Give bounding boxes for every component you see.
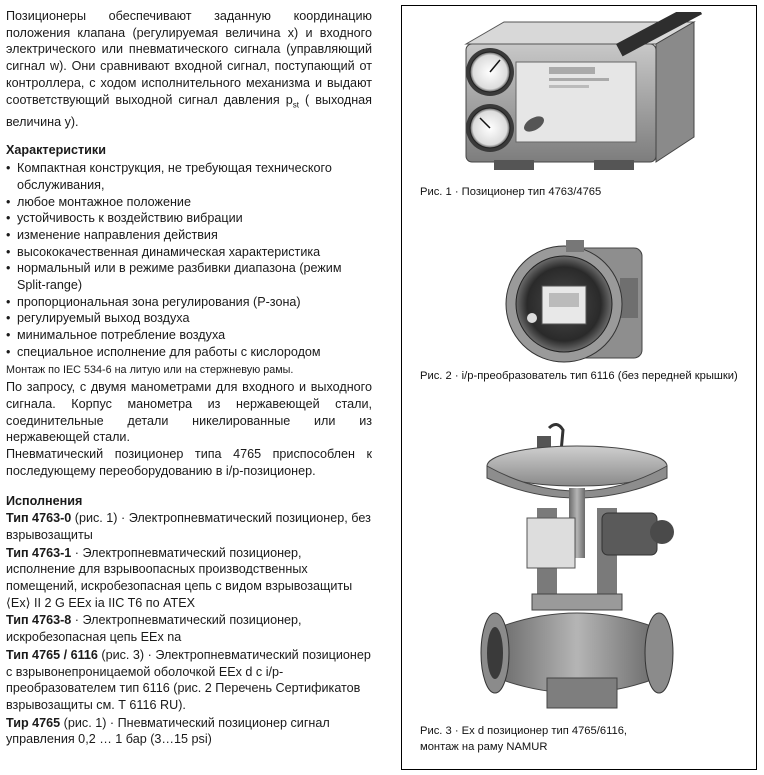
version-type: Тип 4765 / 6116 (6, 647, 98, 662)
feature-item: • минимальное потребление воздуха (6, 327, 372, 344)
version-type: Тип 4763-8 (6, 613, 72, 628)
ip-converter-photo (502, 238, 662, 368)
version-type: Тир 4765 (6, 715, 61, 730)
feature-item: • изменение направления действия (6, 227, 372, 244)
feature-item: • Компактная конструкция, не требующая технического обслуживания, (6, 160, 372, 193)
figure-1-caption: Рис. 1 · Позиционер тип 4763/4765 (420, 186, 602, 198)
version-text: · Электропневматический позиционер, исполнение для взрывоопасных производственных помещений, искробезопасная цепь с видом взрывозащиты ⟨Ex⟩ II 2 G EEx ia IIC T6 по ATEX (6, 545, 353, 610)
version-item (6, 545, 372, 612)
conversion-paragraph: Пневматический позиционер типа 4765 приспособлен к последующему переоборудованию в i/p-позиционер. (6, 447, 372, 478)
figures-panel (401, 5, 757, 770)
intro-subscript: st (292, 100, 299, 110)
feature-item: • любое монтажное положение (6, 194, 372, 211)
version-item (6, 647, 372, 714)
feature-item: • нормальный или в режиме разбивки диапазона (режим Split-range) (6, 260, 372, 293)
feature-item: • высококачественная динамическая характеристика (6, 244, 372, 261)
versions-heading: Исполнения (6, 493, 83, 508)
version-text: (рис. 1) · Пневматический позиционер сигнал управления 0,2 … 1 бар (3…15 psi) (6, 715, 330, 747)
feature-item: • специальное исполнение для работы с кислородом (6, 344, 372, 361)
intro-text-end: ( выходная величина y). (6, 92, 372, 129)
feature-item: • пропорциональная зона регулирования (Р-зона) (6, 294, 372, 311)
version-text: · Электропневматический позиционер, искробезопасная цепь EEx na (6, 613, 302, 645)
version-type: Тип 4763-0 (6, 511, 72, 526)
text-column (6, 8, 372, 749)
version-type: Тип 4763-1 (6, 545, 72, 560)
intro-paragraph (6, 8, 372, 130)
features-list (6, 160, 372, 360)
feature-item: • регулируемый выход воздуха (6, 310, 372, 327)
mount-note: Монтаж по IEC 534-6 на литую или на стержневую рамы. (6, 363, 294, 376)
version-item (6, 715, 372, 748)
version-text: (рис. 1) · Электропневматический позиционер, без взрывозащиты (6, 511, 371, 542)
gauges-paragraph: По запросу, с двумя манометрами для входного и выходного сигнала. Корпус манометра из нержавеющей стали, соединительные детали никелированные или из нержавеющей стали. (6, 380, 372, 445)
valve-assembly-photo (477, 418, 697, 718)
figure-3-caption: Рис. 3 · Ex d позиционер тип 4765/6116, монтаж на раму NAMUR (420, 725, 628, 753)
positioner-photo (444, 12, 714, 172)
intro-text: Позиционеры обеспечивают заданную координацию положения клапана (регулируемая величина x) и входного электрического или пневматического сигнала (управляющий сигнал w). Они сравнивают входной сигнал, поступающий от контроллера, с ходом исполнительного механизма и выдают соответствующий выходной сигнал давления p (6, 9, 372, 107)
version-item (6, 510, 372, 543)
version-text: (рис. 3) · Электропневматический позиционер с взрывонепроницаемой оболочкой EEx d с i/p-преобразователем тип 6116 (рис. 2 Перечень Сертификатов взрывозащиты см. Т 6116 RU). (6, 647, 371, 712)
figure-2-caption: Рис. 2 · i/p-преобразователь тип 6116 (без передней крышки) (420, 370, 738, 382)
features-heading: Характеристики (6, 143, 106, 158)
version-item (6, 612, 372, 645)
feature-item: • устойчивость к воздействию вибрации (6, 210, 372, 227)
